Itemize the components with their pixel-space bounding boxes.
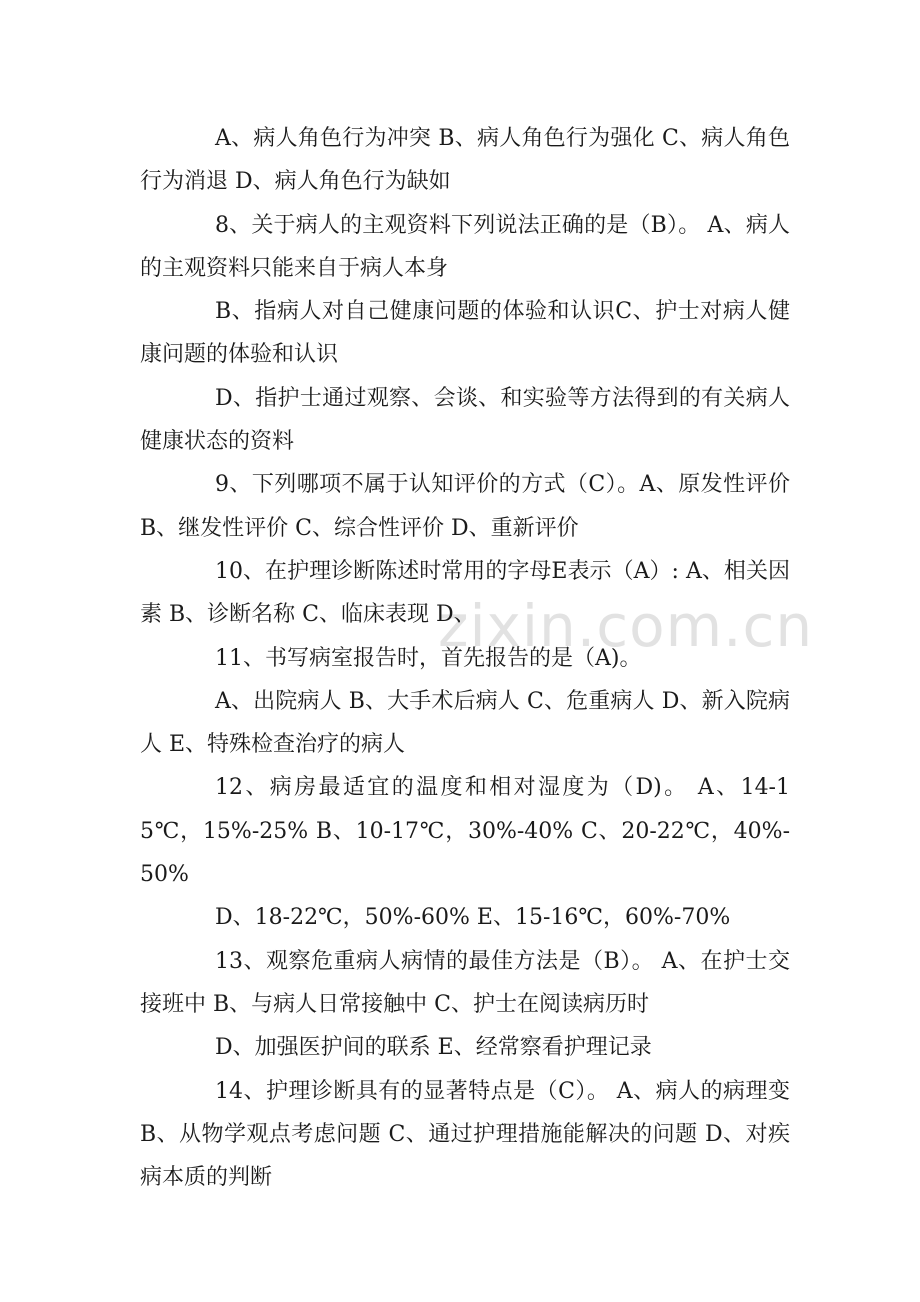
paragraph-5: 9、下列哪项不属于认知评价的方式（C）。A、原发性评价 B、继发性评价 C、综合性评价 D、重新评价 [140,472,790,541]
paragraph-4: D、指护士通过观察、会谈、和实验等方法得到的有关病人健康状态的资料 [140,385,790,455]
paragraph-7: 11、书写病室报告时，首先报告的是（A)。 [215,645,642,671]
paragraph-13: 14、护理诊断具有的显著特点是（C）。 A、病人的病理变 B、从物学观点考虑问题 C、通过护理措施能解决的问题 D、对疾病本质的判断 [140,1078,790,1191]
paragraph-1: A、病人角色行为冲突 B、病人角色行为强化 C、病人角色行为消退 D、病人角色行为缺如 [140,126,790,195]
paragraph-2: 8、关于病人的主观资料下列说法正确的是（B）。 A、病人的主观资料只能来自于病人本身 [140,212,790,281]
paragraph-11: 13、观察危重病人病情的最佳方法是（B）。 A、在护士交接班中 B、与病人日常接触中 C、护士在阅读病历时 [140,948,790,1017]
watermark: zixin.com.cn [438,592,814,660]
document-body [140,117,790,1199]
paragraph-8: A、出院病人 B、大手术后病人 C、危重病人 D、新入院病人 E、特殊检查治疗的病人 [140,688,790,758]
paragraph-12: D、加强医护间的联系 E、经常察看护理记录 [215,1035,652,1061]
paragraph-6: 10、在护理诊断陈述时常用的字母E表示（A）: A、相关因素 B、诊断名称 C、临床表现 D、 [140,558,790,628]
paragraph-3: B、指病人对自己健康问题的体验和认识C、护士对病人健康问题的体验和认识 [140,299,790,368]
paragraph-9: 12、病房最适宜的温度和相对湿度为（D)。 A、14-15℃，15%-25% B、10-17℃，30%-40% C、20-22℃，40%-50% [140,775,790,888]
paragraph-10: D、18-22℃，50%-60% E、15-16℃，60%-70% [215,905,731,931]
